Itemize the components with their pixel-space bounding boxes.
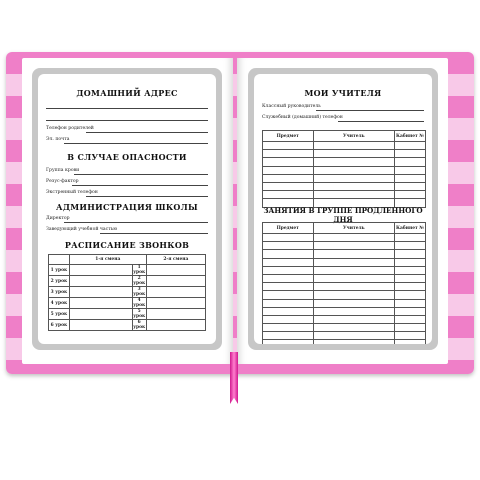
in-case-of-danger-title: В СЛУЧАЕ ОПАСНОСТИ: [67, 152, 187, 162]
parents-phone-line: [86, 132, 208, 133]
table-row: [263, 242, 314, 250]
teachers-subject-header: Предмет: [263, 131, 314, 142]
teachers-room-header: Кабинет №: [395, 131, 426, 142]
shift-2-header: 2-я смена: [146, 255, 205, 265]
emergency-phone-line: [86, 196, 208, 197]
my-teachers-title: МОИ УЧИТЕЛЯ: [304, 88, 382, 98]
table-row: [263, 258, 314, 266]
work-phone-line: [338, 121, 424, 122]
table-row: [263, 166, 314, 174]
deputy-line: [100, 233, 208, 234]
address-line-2: [46, 120, 208, 121]
work-phone-label: Служебный (домашний) телефон: [262, 115, 343, 120]
lesson-1: 1 урок: [49, 265, 70, 276]
school-administration-title: АДМИНИСТРАЦИЯ ШКОЛЫ: [56, 202, 198, 212]
right-page-frame: [248, 68, 438, 350]
table-row: [263, 340, 314, 344]
director-line: [64, 222, 208, 223]
bell-schedule-table: [48, 254, 206, 331]
table-row: [263, 283, 314, 291]
blood-group-line: [74, 174, 208, 175]
lesson-3-shift2: 3 урок: [133, 287, 146, 297]
lesson-4: 4 урок: [49, 298, 70, 309]
table-row: [263, 142, 314, 150]
table-row: [263, 266, 314, 274]
table-row: [263, 191, 314, 199]
rh-factor-line: [72, 185, 208, 186]
lesson-1-shift2: 1 урок: [133, 265, 146, 275]
lesson-5-shift2: 5 урок: [133, 309, 146, 319]
table-row: [263, 182, 314, 190]
class-teacher-label: Классный руководитель: [262, 104, 321, 109]
lesson-5: 5 урок: [49, 309, 70, 320]
teachers-table: [262, 130, 426, 208]
class-teacher-line: [316, 110, 424, 111]
bells-corner-cell: [49, 255, 70, 265]
rh-factor-label: Резус-фактор: [46, 179, 79, 184]
table-row: [263, 250, 314, 258]
table-row: [263, 234, 314, 242]
table-row: [263, 150, 314, 158]
table-row: [263, 274, 314, 282]
lesson-3: 3 урок: [49, 287, 70, 298]
afterschool-subject-header: Предмет: [263, 223, 314, 234]
email-label: Эл. почта: [46, 137, 70, 142]
shift-1-header: 1-я смена: [69, 255, 146, 265]
table-row: [263, 315, 314, 323]
table-row: [263, 324, 314, 332]
director-label: Директор: [46, 216, 70, 221]
emergency-phone-label: Экстренный телефон: [46, 190, 98, 195]
right-page-content: [254, 74, 432, 344]
table-row: [263, 332, 314, 340]
lesson-2: 2 урок: [49, 276, 70, 287]
left-page-frame: [32, 68, 222, 350]
address-line-1: [46, 108, 208, 109]
bookmark-ribbon[interactable]: [230, 352, 238, 404]
table-row: [263, 291, 314, 299]
table-row: [263, 299, 314, 307]
table-row: [263, 158, 314, 166]
afterschool-room-header: Кабинет №: [395, 223, 426, 234]
bell-schedule-title: РАСПИСАНИЕ ЗВОНКОВ: [64, 240, 190, 250]
home-address-title: ДОМАШНИЙ АДРЕС: [76, 88, 178, 98]
deputy-label: Заведующий учебной частью: [46, 227, 118, 232]
right-page: [237, 58, 448, 364]
table-row: [263, 307, 314, 315]
afterschool-table: [262, 222, 426, 344]
lesson-2-shift2: 2 урок: [133, 276, 146, 286]
lesson-4-shift2: 4 урок: [133, 298, 146, 308]
afterschool-group-title: ЗАНЯТИЯ В ГРУППЕ ПРОДЛЕННОГО ДНЯ: [263, 206, 423, 224]
blood-group-label: Группа крови: [46, 168, 80, 173]
left-page: [22, 58, 233, 364]
lesson-6: 6 урок: [49, 320, 70, 331]
teachers-teacher-header: Учитель: [313, 131, 395, 142]
parents-phone-label: Телефон родителей: [46, 126, 94, 131]
lesson-6-shift2: 6 урок: [133, 320, 146, 330]
afterschool-teacher-header: Учитель: [313, 223, 395, 234]
table-row: [263, 174, 314, 182]
email-line: [64, 143, 208, 144]
left-page-content: [38, 74, 216, 344]
